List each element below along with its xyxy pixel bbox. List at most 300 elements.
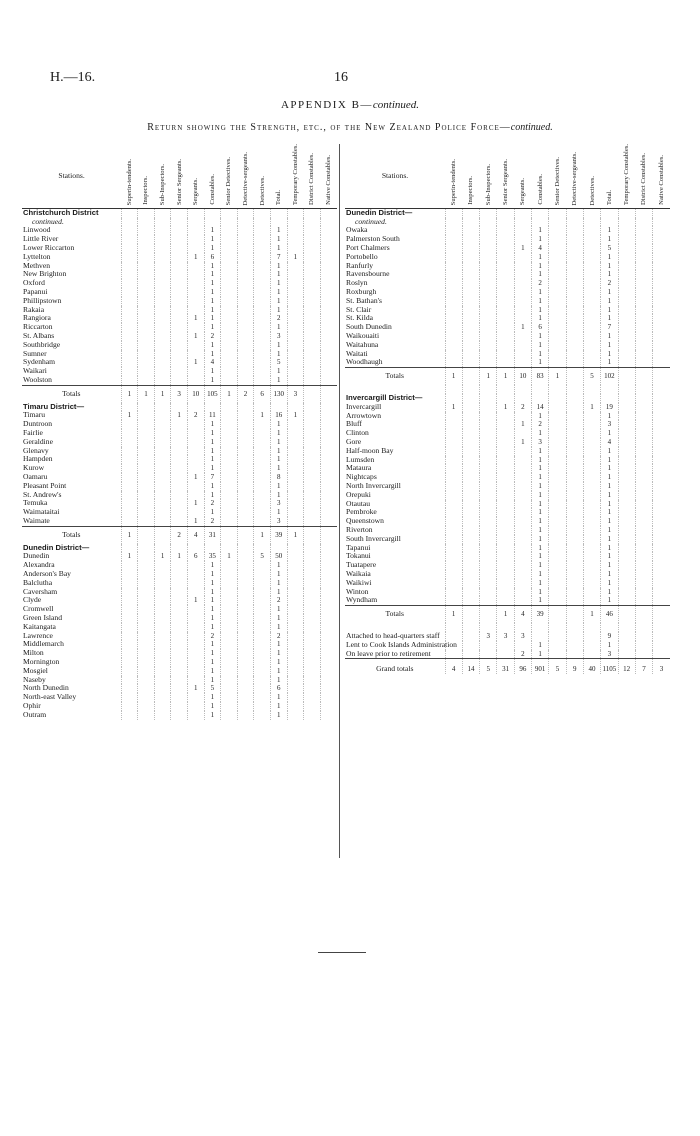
cell-value xyxy=(187,226,204,235)
cell-value: 31 xyxy=(497,659,514,674)
cell-value xyxy=(618,412,635,421)
cell-value xyxy=(549,288,566,297)
cell-value xyxy=(480,208,497,217)
cell-value xyxy=(171,253,188,262)
cell-value xyxy=(154,253,171,262)
cell-value xyxy=(653,262,670,271)
cell-value xyxy=(320,455,337,464)
cell-value xyxy=(480,288,497,297)
cell-value xyxy=(653,500,670,509)
cell-value xyxy=(549,641,566,650)
cell-value xyxy=(138,473,155,482)
cell-value xyxy=(237,288,254,297)
cell-value xyxy=(583,535,600,544)
cell-value xyxy=(635,332,652,341)
cell-value xyxy=(566,253,583,262)
cell-value xyxy=(514,332,531,341)
cell-value xyxy=(320,262,337,271)
cell-value xyxy=(635,244,652,253)
cell-value xyxy=(583,385,600,394)
cell-value xyxy=(445,491,462,500)
cell-value xyxy=(287,455,304,464)
cell-value xyxy=(497,208,514,217)
left-station-row xyxy=(22,623,337,632)
station-name-text: Clinton xyxy=(346,428,369,438)
cell-value xyxy=(583,632,600,641)
cell-value: 1 xyxy=(532,464,549,473)
cell-value: 901 xyxy=(532,659,549,674)
cell-value: 1 xyxy=(532,253,549,262)
cell-value xyxy=(221,358,238,367)
cell-value xyxy=(462,244,479,253)
cell-value xyxy=(653,641,670,650)
left-district-row xyxy=(22,403,337,412)
cell-value xyxy=(121,579,138,588)
cell-value xyxy=(497,341,514,350)
cell-value xyxy=(154,711,171,720)
cell-value xyxy=(287,623,304,632)
right-station-row xyxy=(345,650,670,659)
cell-value xyxy=(138,579,155,588)
cell-value: 1 xyxy=(204,314,221,323)
cell-value xyxy=(462,552,479,561)
right-station-row xyxy=(345,279,670,288)
right-column-header xyxy=(480,144,497,208)
cell-value: 1 xyxy=(204,323,221,332)
cell-value xyxy=(187,218,204,227)
cell-value xyxy=(237,235,254,244)
cell-value xyxy=(304,226,321,235)
cell-value xyxy=(653,279,670,288)
right-column-header xyxy=(583,144,600,208)
cell-value: 2 xyxy=(270,596,287,605)
left-station-row xyxy=(22,226,337,235)
cell-value xyxy=(254,684,271,693)
cell-value xyxy=(497,579,514,588)
cell-value xyxy=(480,464,497,473)
cell-value xyxy=(445,535,462,544)
cell-value xyxy=(497,332,514,341)
cell-value: 1 xyxy=(270,235,287,244)
cell-value xyxy=(237,632,254,641)
cell-value xyxy=(618,279,635,288)
cell-value: 1 xyxy=(270,702,287,711)
cell-value xyxy=(583,570,600,579)
cell-value xyxy=(462,491,479,500)
cell-value xyxy=(445,623,462,632)
station-name-text: South Invercargill xyxy=(346,533,401,543)
cell-value xyxy=(304,508,321,517)
cell-value xyxy=(254,218,271,227)
cell-value xyxy=(497,447,514,456)
cell-value xyxy=(497,314,514,323)
right-station-row xyxy=(345,491,670,500)
cell-value xyxy=(154,623,171,632)
cell-value: 1 xyxy=(204,279,221,288)
cell-value xyxy=(445,526,462,535)
cell-value xyxy=(254,517,271,526)
left-station-row xyxy=(22,297,337,306)
cell-value xyxy=(514,641,531,650)
cell-value xyxy=(549,535,566,544)
cell-value xyxy=(635,314,652,323)
cell-value: 19 xyxy=(601,403,618,412)
cell-value xyxy=(618,588,635,597)
cell-value xyxy=(497,262,514,271)
station-name-text: Kaitangata xyxy=(23,621,56,631)
cell-value xyxy=(566,447,583,456)
cell-value xyxy=(549,218,566,227)
cell-value xyxy=(187,262,204,271)
cell-value xyxy=(445,508,462,517)
cell-value xyxy=(171,649,188,658)
cell-value xyxy=(514,561,531,570)
cell-value xyxy=(154,403,171,412)
cell-value xyxy=(462,358,479,367)
cell-value xyxy=(635,570,652,579)
cell-value xyxy=(171,544,188,553)
cell-value xyxy=(221,429,238,438)
cell-value: 1 xyxy=(204,482,221,491)
cell-value: 6 xyxy=(532,323,549,332)
cell-value xyxy=(583,517,600,526)
cell-value xyxy=(653,420,670,429)
cell-value xyxy=(221,676,238,685)
cell-value xyxy=(514,279,531,288)
cell-value xyxy=(287,614,304,623)
cell-value xyxy=(532,394,549,403)
cell-value xyxy=(583,226,600,235)
cell-value xyxy=(138,235,155,244)
station-name-text: Alexandra xyxy=(23,560,55,570)
right-station-row xyxy=(345,464,670,473)
right-station-row xyxy=(345,341,670,350)
cell-value xyxy=(304,623,321,632)
cell-value: 5 xyxy=(254,552,271,561)
cell-value xyxy=(221,455,238,464)
cell-value xyxy=(154,262,171,271)
cell-value xyxy=(583,270,600,279)
cell-value xyxy=(653,544,670,553)
cell-value xyxy=(445,447,462,456)
cell-value xyxy=(514,429,531,438)
cell-value xyxy=(480,226,497,235)
station-name-text: Hampden xyxy=(23,454,53,464)
cell-value xyxy=(566,641,583,650)
station-name xyxy=(22,526,121,543)
cell-value xyxy=(480,570,497,579)
cell-value xyxy=(154,632,171,641)
cell-value xyxy=(254,420,271,429)
cell-value xyxy=(497,253,514,262)
cell-value xyxy=(237,411,254,420)
cell-value: 1 xyxy=(532,447,549,456)
cell-value xyxy=(154,482,171,491)
cell-value xyxy=(121,438,138,447)
cell-value xyxy=(171,596,188,605)
cell-value xyxy=(304,684,321,693)
station-name-text: Queenstown xyxy=(346,516,384,526)
cell-value: 1 xyxy=(445,606,462,623)
cell-value xyxy=(154,658,171,667)
cell-value xyxy=(653,508,670,517)
cell-value xyxy=(583,456,600,465)
cell-value: 1 xyxy=(204,226,221,235)
cell-value xyxy=(171,605,188,614)
cell-value xyxy=(320,693,337,702)
cell-value xyxy=(187,279,204,288)
station-name-text: Methven xyxy=(23,260,50,270)
cell-value xyxy=(287,323,304,332)
cell-value xyxy=(237,499,254,508)
left-column-header-label: Total. xyxy=(275,189,283,206)
cell-value xyxy=(154,350,171,359)
cell-value xyxy=(618,447,635,456)
cell-value xyxy=(171,244,188,253)
cell-value xyxy=(653,438,670,447)
panel-divider xyxy=(339,144,340,858)
station-name-text: Roxburgh xyxy=(346,287,377,297)
cell-value: 1 xyxy=(532,270,549,279)
cell-value xyxy=(204,208,221,217)
station-name-text: Southbridge xyxy=(23,339,61,349)
cell-value xyxy=(480,606,497,623)
cell-value xyxy=(254,270,271,279)
cell-value xyxy=(237,208,254,217)
cell-value: 5 xyxy=(480,659,497,674)
cell-value xyxy=(287,508,304,517)
cell-value xyxy=(304,270,321,279)
cell-value xyxy=(462,429,479,438)
cell-value xyxy=(618,632,635,641)
station-name-text: Winton xyxy=(346,586,369,596)
cell-value xyxy=(445,332,462,341)
cell-value: 1 xyxy=(532,641,549,650)
cell-value xyxy=(171,570,188,579)
cell-value xyxy=(304,429,321,438)
left-column-header xyxy=(304,144,321,208)
cell-value xyxy=(320,438,337,447)
cell-value xyxy=(514,517,531,526)
cell-value: 1 xyxy=(204,429,221,438)
cell-value: 1105 xyxy=(601,659,618,674)
cell-value: 1 xyxy=(187,314,204,323)
cell-value xyxy=(497,350,514,359)
cell-value xyxy=(462,306,479,315)
cell-value xyxy=(583,500,600,509)
cell-value xyxy=(287,358,304,367)
cell-value xyxy=(237,323,254,332)
cell-value xyxy=(237,279,254,288)
cell-value xyxy=(187,403,204,412)
cell-value xyxy=(549,306,566,315)
right-column-header-label: Sergeants. xyxy=(519,177,527,206)
cell-value: 1 xyxy=(601,552,618,561)
cell-value xyxy=(480,438,497,447)
cell-value xyxy=(138,270,155,279)
cell-value xyxy=(549,314,566,323)
cell-value: 6 xyxy=(204,253,221,262)
cell-value xyxy=(445,270,462,279)
cell-value xyxy=(154,270,171,279)
cell-value xyxy=(566,429,583,438)
cell-value xyxy=(171,482,188,491)
cell-value: 1 xyxy=(445,403,462,412)
cell-value: 4 xyxy=(532,244,549,253)
cell-value xyxy=(549,544,566,553)
cell-value xyxy=(497,270,514,279)
cell-value xyxy=(138,306,155,315)
cell-value xyxy=(514,456,531,465)
cell-value xyxy=(121,482,138,491)
cell-value xyxy=(635,632,652,641)
cell-value xyxy=(549,596,566,605)
cell-value: 1 xyxy=(532,412,549,421)
left-district-row xyxy=(22,544,337,553)
cell-value: 1 xyxy=(270,614,287,623)
cell-value xyxy=(187,341,204,350)
cell-value xyxy=(121,473,138,482)
left-total-row xyxy=(22,385,337,402)
cell-value xyxy=(462,262,479,271)
cell-value xyxy=(187,570,204,579)
cell-value xyxy=(445,500,462,509)
cell-value xyxy=(138,684,155,693)
cell-value: 5 xyxy=(204,684,221,693)
cell-value xyxy=(566,412,583,421)
right-strength-table xyxy=(345,144,670,674)
cell-value xyxy=(187,667,204,676)
cell-value xyxy=(583,332,600,341)
cell-value xyxy=(254,341,271,350)
cell-value xyxy=(497,420,514,429)
cell-value xyxy=(237,447,254,456)
cell-value xyxy=(287,482,304,491)
cell-value xyxy=(237,332,254,341)
cell-value xyxy=(497,641,514,650)
right-station-row xyxy=(345,517,670,526)
cell-value: 5 xyxy=(270,358,287,367)
cell-value xyxy=(320,667,337,676)
cell-value: 2 xyxy=(270,632,287,641)
cell-value: 2 xyxy=(204,632,221,641)
cell-value xyxy=(221,473,238,482)
cell-value xyxy=(154,332,171,341)
station-name-text: Portobello xyxy=(346,251,378,261)
station-name-text: Caversham xyxy=(23,586,58,596)
right-station-row xyxy=(345,314,670,323)
cell-value xyxy=(171,447,188,456)
cell-value xyxy=(171,464,188,473)
left-column-header-label: Senior Sergeants. xyxy=(175,159,183,206)
cell-value: 1 xyxy=(204,350,221,359)
cell-value xyxy=(618,570,635,579)
cell-value xyxy=(138,702,155,711)
cell-value: 1 xyxy=(601,517,618,526)
cell-value xyxy=(566,208,583,217)
cell-value xyxy=(221,596,238,605)
cell-value xyxy=(237,262,254,271)
cell-value xyxy=(121,561,138,570)
cell-value xyxy=(304,367,321,376)
cell-value xyxy=(320,561,337,570)
cell-value xyxy=(514,544,531,553)
cell-value xyxy=(304,702,321,711)
cell-value: 83 xyxy=(532,368,549,385)
cell-value: 1 xyxy=(204,702,221,711)
cell-value xyxy=(566,358,583,367)
cell-value xyxy=(237,420,254,429)
cell-value xyxy=(254,455,271,464)
cell-value: 3 xyxy=(270,332,287,341)
cell-value xyxy=(549,517,566,526)
left-column-header-label: Superin-tendents. xyxy=(125,158,133,206)
cell-value xyxy=(566,588,583,597)
cell-value xyxy=(480,341,497,350)
cell-value xyxy=(138,429,155,438)
cell-value xyxy=(497,429,514,438)
cell-value xyxy=(237,438,254,447)
cell-value xyxy=(171,614,188,623)
cell-value xyxy=(320,420,337,429)
right-column-header-label: Temporary Constables. xyxy=(623,144,631,206)
cell-value xyxy=(320,508,337,517)
cell-value xyxy=(549,464,566,473)
right-station-row xyxy=(345,438,670,447)
cell-value: 3 xyxy=(497,632,514,641)
cell-value xyxy=(304,358,321,367)
cell-value xyxy=(514,500,531,509)
cell-value: 1 xyxy=(204,297,221,306)
cell-value: 9 xyxy=(601,632,618,641)
station-name-text: Nightcaps xyxy=(346,472,377,482)
cell-value xyxy=(601,623,618,632)
cell-value xyxy=(653,552,670,561)
cell-value xyxy=(583,508,600,517)
cell-value xyxy=(287,552,304,561)
cell-value xyxy=(287,218,304,227)
cell-value xyxy=(566,350,583,359)
cell-value xyxy=(653,314,670,323)
cell-value xyxy=(583,429,600,438)
cell-value xyxy=(254,244,271,253)
cell-value xyxy=(480,279,497,288)
cell-value xyxy=(221,482,238,491)
cell-value xyxy=(653,368,670,385)
cell-value xyxy=(171,226,188,235)
station-name-text: Woodhaugh xyxy=(346,357,383,367)
cell-value xyxy=(254,693,271,702)
station-name-text: Outram xyxy=(23,709,47,719)
cell-value xyxy=(480,544,497,553)
cell-value: 1 xyxy=(204,491,221,500)
station-name-text: Lumsden xyxy=(346,454,375,464)
cell-value: 1 xyxy=(270,579,287,588)
station-name-text: Linwood xyxy=(23,225,51,235)
left-subnote-row xyxy=(22,218,337,227)
cell-value xyxy=(304,350,321,359)
cell-value xyxy=(549,456,566,465)
cell-value xyxy=(237,218,254,227)
cell-value xyxy=(138,499,155,508)
cell-value: 4 xyxy=(601,438,618,447)
left-station-row xyxy=(22,270,337,279)
cell-value xyxy=(532,385,549,394)
cell-value xyxy=(138,640,155,649)
cell-value: 1 xyxy=(204,658,221,667)
cell-value xyxy=(653,253,670,262)
cell-value xyxy=(237,552,254,561)
